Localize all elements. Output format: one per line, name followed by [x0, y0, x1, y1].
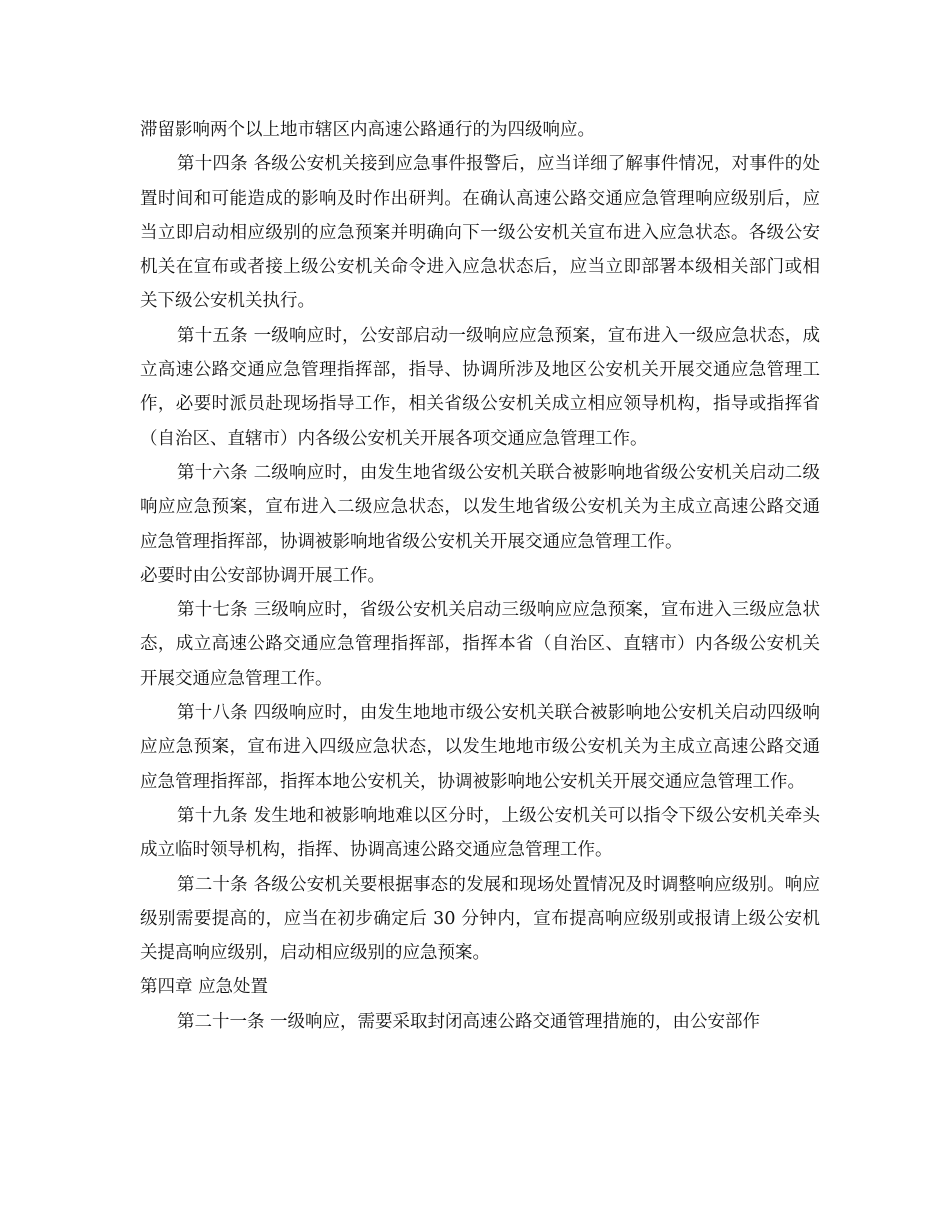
article-16: 第十六条 二级响应时，由发生地省级公安机关联合被影响地省级公安机关启动二级响应应急预案，宣布进入二级应急状态，以发生地省级公安机关为主成立高速公路交通应急管理指挥部，协调被影响地省级公安机关开展交通应急管理工作。	[140, 462, 820, 552]
article-15: 第十五条 一级响应时，公安部启动一级响应应急预案，宣布进入一级应急状态，成立高速公路交通应急管理指挥部，指导、协调所涉及地区公安机关开展交通应急管理工作，必要时派员赴现场指导工作，相关省级公安机关成立相应领导机构，指导或指挥省（自治区、直辖市）内各级公安机关开展各项交通应急管理工作。	[140, 325, 820, 449]
article-19: 第十九条 发生地和被影响地难以区分时，上级公安机关可以指令下级公安机关牵头成立临时领导机构，指挥、协调高速公路交通应急管理工作。	[140, 805, 820, 861]
article-18: 第十八条 四级响应时，由发生地地市级公安机关联合被影响地公安机关启动四级响应应急预案，宣布进入四级应急状态，以发生地地市级公安机关为主成立高速公路交通应急管理指挥部，指挥本地公安机关，协调被影响地公安机关开展交通应急管理工作。	[140, 703, 820, 792]
article-17: 第十七条 三级响应时，省级公安机关启动三级响应应急预案，宣布进入三级应急状态，成立高速公路交通应急管理指挥部，指挥本省（自治区、直辖市）内各级公安机关开展交通应急管理工作。	[140, 600, 820, 689]
chapter-heading: 第四章 应急处置	[140, 977, 269, 998]
paragraph-continuation: 滞留影响两个以上地市辖区内高速公路通行的为四级响应。	[140, 120, 595, 140]
article-21: 第二十一条 一级响应，需要采取封闭高速公路交通管理措施的，由公安部作	[177, 1011, 761, 1032]
article-20: 第二十条 各级公安机关要根据事态的发展和现场处置情况及时调整响应级别。响应级别需要提高的，应当在初步确定后 30 分钟内，宣布提高响应级别或报请上级公安机关提高响应级别，启动相应级别的应急预案。	[140, 874, 820, 964]
article-14: 第十四条 各级公安机关接到应急事件报警后，应当详细了解事件情况，对事件的处置时间和可能造成的影响及时作出研判。在确认高速公路交通应急管理响应级别后，应当立即启动相应级别的应急预案并明确向下一级公安机关宣布进入应急状态。各级公安机关在宣布或者接上级公安机关命令进入应急状态后，应当立即部署本级相关部门或相关下级公安机关执行。	[140, 154, 820, 312]
article-16-continuation: 必要时由公安部协调开展工作。	[140, 565, 385, 586]
document-body	[140, 113, 820, 1039]
